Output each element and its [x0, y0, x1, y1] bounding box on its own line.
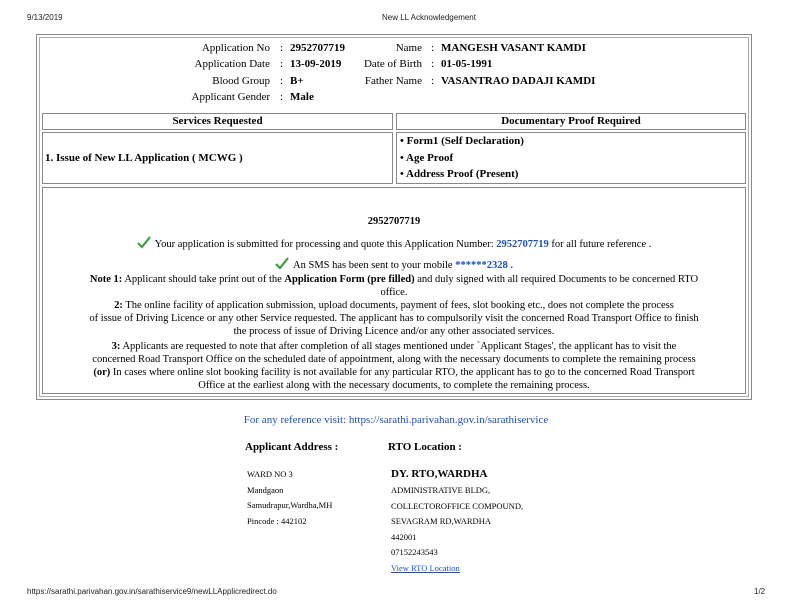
note-1-bold: Application Form (pre filled) [284, 274, 415, 285]
blood-group-value: B+ [290, 75, 304, 87]
note-3-or: (or) [93, 367, 111, 378]
submitted-number: 2952707719 [496, 239, 549, 250]
print-date: 9/13/2019 [27, 13, 63, 22]
rto-line: 07152243543 [391, 547, 438, 557]
colon: : [431, 42, 435, 54]
address-block [247, 467, 332, 529]
app-date-value: 13-09-2019 [290, 58, 342, 70]
proof-header-cell [396, 113, 746, 130]
note-1 [42, 273, 746, 299]
address-line: Pincode : 442102 [247, 515, 307, 526]
proof-header: Documentary Proof Required [501, 115, 641, 127]
app-no-value: 2952707719 [290, 42, 345, 54]
colon: : [280, 75, 284, 87]
note-1-text: and duly signed with all required Documents to be concerned RTO [414, 274, 699, 285]
rto-line: SEVAGRAM RD,WARDHA [391, 516, 491, 526]
page-number: 1/2 [754, 587, 766, 596]
check-icon [275, 257, 289, 269]
note-3-text: In cases where online slot booking facility is not available for any particular RTO, the applicant has to go to the concerned Road Transport [110, 367, 695, 378]
dob-value: 01-05-1991 [441, 58, 493, 70]
note-3-text: concerned Road Transport Office on the scheduled date of appointment, along with the necessary documents to complete the remaining process [92, 354, 696, 365]
reference-link[interactable]: For any reference visit: https://sarathi.parivahan.gov.in/sarathiservice [243, 414, 549, 426]
rto-block [391, 483, 523, 576]
note-2-text: of issue of Driving Licence or any other Service requested. The applicant has to compulsorily visit the concerned Road Transport Office to finish [89, 313, 699, 324]
proof-item: • Form1 (Self Declaration) [400, 135, 524, 147]
submitted-message [42, 236, 746, 251]
dob-label: Date of Birth [363, 58, 422, 70]
colon: : [431, 58, 435, 70]
service-item: 1. Issue of New LL Application ( MCWG ) [45, 152, 243, 164]
gender-label: Applicant Gender [191, 91, 270, 103]
services-header-cell [42, 113, 393, 130]
father-value: VASANTRAO DADAJI KAMDI [441, 75, 596, 87]
note-2-text: The online facility of application submission, upload documents, payment of fees, slot booking etc., does not complete the process [122, 300, 674, 311]
rto-line: COLLECTOROFFICE COMPOUND, [391, 500, 524, 511]
note-1-text: office. [380, 287, 408, 298]
view-rto-location-link[interactable]: View RTO Location [391, 562, 460, 573]
colon: : [280, 58, 284, 70]
submitted-text-end: for all future reference . [548, 239, 652, 250]
note-3-text: Applicants are requested to note that after completion of all stages mentioned under `Applicant Stages', the applicant has to visit the [120, 341, 677, 352]
app-date-label: Application Date [194, 58, 270, 70]
sms-text: An SMS has been sent to your mobile [293, 260, 456, 271]
father-label: Father Name [364, 75, 422, 87]
note-3 [42, 340, 746, 392]
note-1-label: Note 1: [89, 274, 123, 285]
submitted-text: Your application is submitted for processing and quote this Application Number: [154, 239, 497, 250]
note-3-label: 3: [111, 341, 121, 352]
note-2 [42, 299, 746, 338]
address-line: Mandgaon [247, 484, 284, 495]
colon: : [280, 42, 284, 54]
gender-value: Male [290, 91, 314, 103]
proof-item: • Age Proof [400, 152, 454, 164]
sms-mobile: ******2328 . [455, 260, 513, 271]
colon: : [280, 91, 284, 103]
note-2-text: the process of issue of Driving Licence and/or any other associated services. [233, 326, 555, 337]
colon: : [431, 75, 435, 87]
note-2-label: 2: [114, 300, 123, 311]
address-line: WARD NO 3 [247, 469, 293, 479]
footer-url: https://sarathi.parivahan.gov.in/sarathiservice9/newLLApplicredirect.do [27, 587, 277, 596]
app-no-label: Application No [201, 42, 270, 54]
print-title: New LL Acknowledgement [382, 13, 476, 22]
note-1-text: Applicant should take print out of the [122, 274, 285, 285]
note-3-text: Office at the earliest along with the necessary documents, to complete the remaining process. [198, 380, 590, 391]
name-value: MANGESH VASANT KAMDI [441, 42, 586, 54]
rto-label: RTO Location : [388, 441, 462, 453]
address-line: Samudrapur,Wardha,MH [247, 500, 333, 510]
sms-message [42, 257, 746, 272]
check-icon [137, 236, 151, 248]
blood-group-label: Blood Group [212, 75, 270, 87]
rto-line: ADMINISTRATIVE BLDG, [391, 485, 491, 495]
name-label: Name [395, 42, 422, 54]
application-number: 2952707719 [367, 216, 421, 227]
rto-line: 442001 [391, 531, 417, 542]
address-label: Applicant Address : [245, 441, 339, 453]
proof-item: • Address Proof (Present) [400, 168, 519, 180]
services-header: Services Requested [172, 115, 263, 127]
rto-name: DY. RTO,WARDHA [391, 468, 488, 480]
